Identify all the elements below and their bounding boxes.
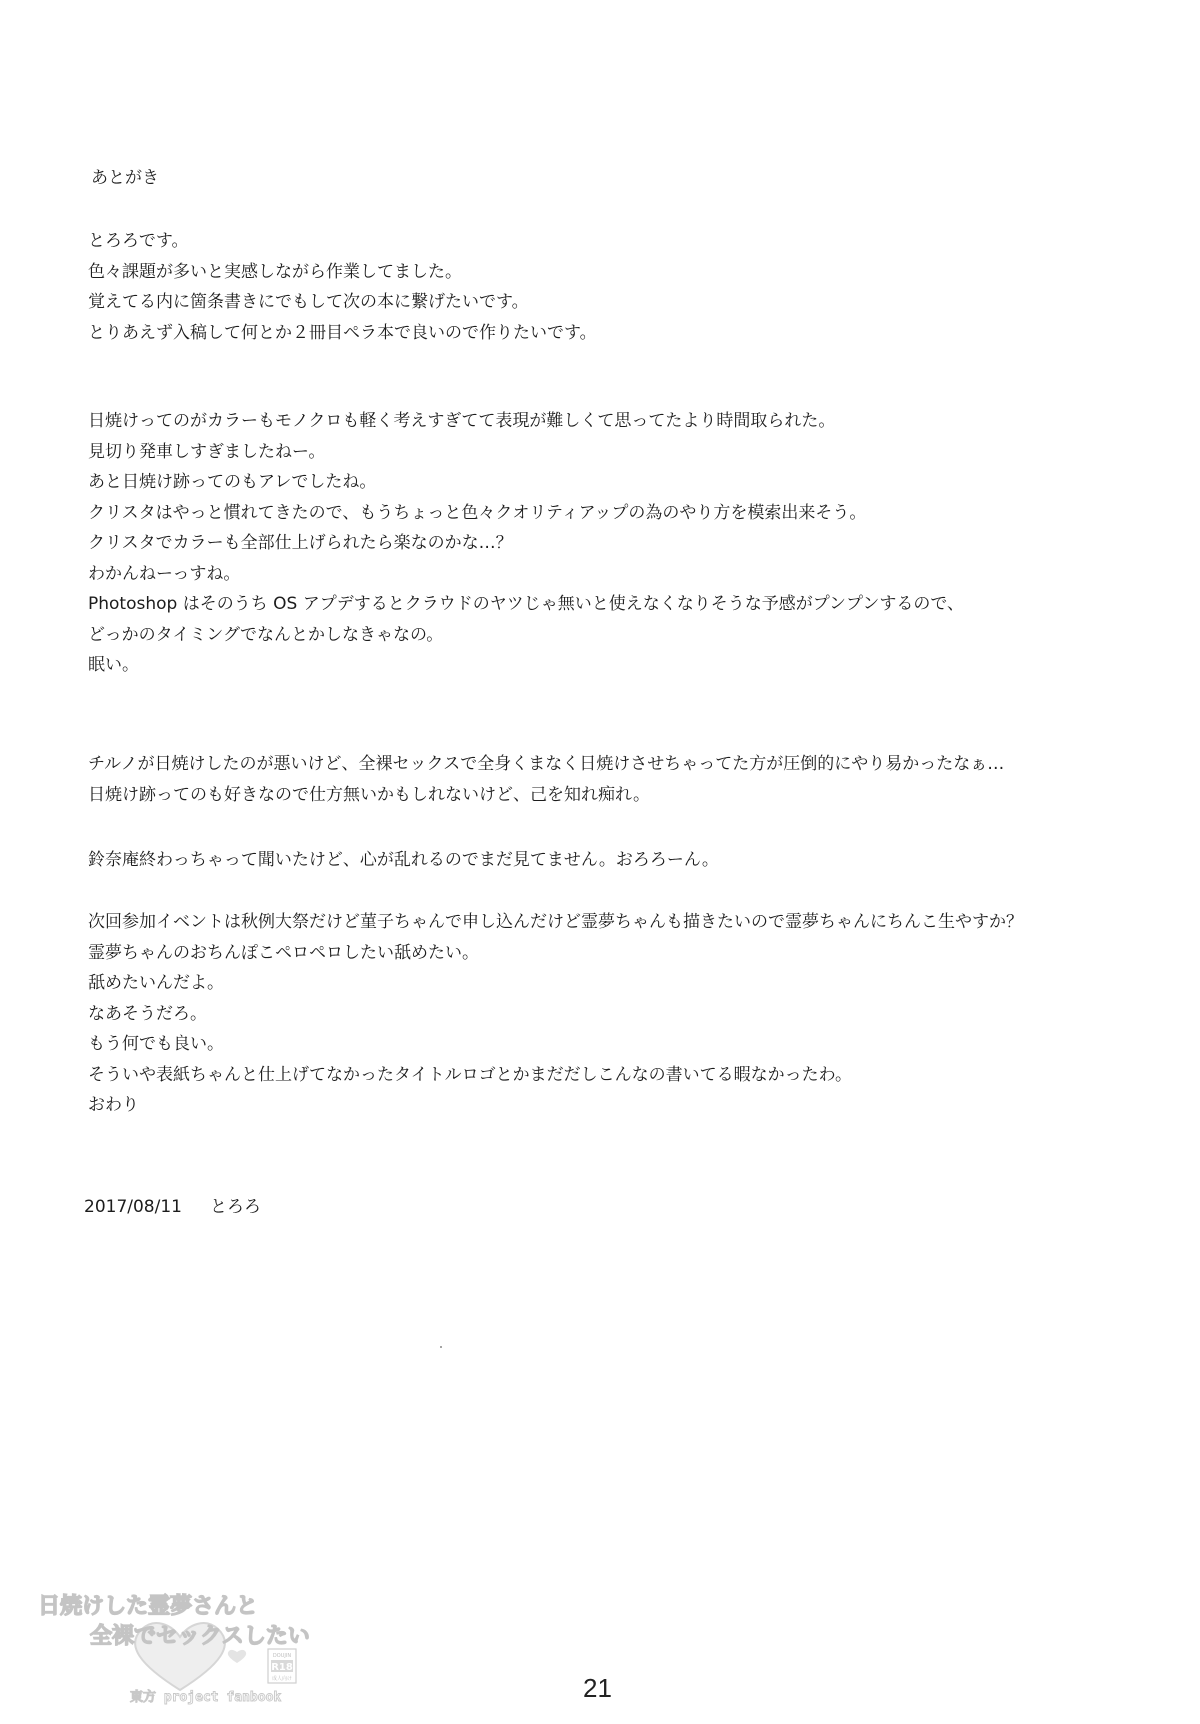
date: 2017/08/11 bbox=[84, 1197, 182, 1217]
text-line: 鈴奈庵終わっちゃって聞いたけど、心が乱れるのでまだ見てません。おろろーん。 bbox=[88, 850, 719, 870]
text-line: なあそうだろ。 bbox=[88, 1003, 207, 1024]
small-heart-icon bbox=[228, 1650, 246, 1663]
text-line: クリスタはやっと慣れてきたので、もうちょっと色々クオリティアップの為のやり方を模索出来そう。 bbox=[88, 502, 867, 523]
logo-subtitle: 東方 project fanbook bbox=[130, 1690, 282, 1705]
text-line: 覚えてる内に箇条書きにでもして次の本に繋げたいです。 bbox=[88, 292, 529, 312]
text-line: チルノが日焼けしたのが悪いけど、全裸セックスで全身くまなく日焼けさせちゃってた方が圧倒的にやり易かったなぁ… bbox=[88, 754, 1005, 774]
badge-top-text: DOUJIN bbox=[272, 1653, 292, 1659]
text-line: Photoshop はそのうち OS アプデするとクラウドのヤツじゃ無いと使えなくなりそうな予感がプンプンするので、 bbox=[88, 594, 964, 614]
paragraph bbox=[88, 406, 964, 681]
text-line: 眠い。 bbox=[88, 655, 139, 675]
text-line: もう何でも良い。 bbox=[88, 1034, 224, 1054]
author-name: とろろ bbox=[209, 1197, 261, 1217]
text-line: 見切り発車しすぎましたねー。 bbox=[88, 441, 326, 462]
text-line: 次回参加イベントは秋例大祭だけど菫子ちゃんで申し込んだけど霊夢ちゃんも描きたいので霊夢ちゃんにちんこ生やすか？ bbox=[88, 912, 1023, 932]
text-line: 霊夢ちゃんのおちんぽこペロペロしたい舐めたい。 bbox=[88, 942, 479, 963]
paragraph bbox=[88, 907, 1023, 1121]
badge-main-text: R18 bbox=[271, 1662, 293, 1673]
text-line: わかんねーっすね。 bbox=[88, 563, 241, 584]
paragraph bbox=[88, 749, 1004, 810]
paragraph bbox=[88, 226, 597, 348]
scan-speck bbox=[440, 1346, 442, 1348]
text-line: あと日焼け跡ってのもアレでしたね。 bbox=[88, 472, 377, 492]
book-title-logo bbox=[30, 1585, 330, 1705]
signature-line bbox=[84, 1195, 261, 1219]
text-line: 日焼けってのがカラーもモノクロも軽く考えすぎてて表現が難しくて思ってたより時間取られた。 bbox=[88, 411, 836, 431]
text-line: とろろです。 bbox=[88, 231, 189, 251]
text-line: 舐めたいんだよ。 bbox=[88, 973, 224, 993]
text-line: そういや表紙ちゃんと仕上げてなかったタイトルロゴとかまだだしこんなの書いてる暇なかったわ。 bbox=[88, 1064, 852, 1085]
text-line: どっかのタイミングでなんとかしなきゃなの。 bbox=[88, 624, 444, 645]
text-line: クリスタでカラーも全部仕上げられたら楽なのかな…？ bbox=[88, 533, 513, 553]
text-line: とりあえず入稿して何とか２冊目ペラ本で良いので作りたいです。 bbox=[88, 322, 597, 343]
afterword-heading: あとがき bbox=[91, 168, 159, 188]
page-number: 21 bbox=[583, 1673, 612, 1703]
text-line: おわり bbox=[88, 1095, 139, 1115]
logo-title-line1: 日焼けした霊夢さんと bbox=[38, 1594, 259, 1619]
paragraph bbox=[88, 845, 719, 876]
badge-bottom-text: 成人向け bbox=[271, 1676, 293, 1682]
text-line: 日焼け跡ってのも好きなので仕方無いかもしれないけど、己を知れ痴れ。 bbox=[88, 784, 651, 805]
logo-title-line2: 全裸でセックスしたい bbox=[90, 1624, 310, 1649]
text-line: 色々課題が多いと実感しながら作業してました。 bbox=[88, 261, 462, 282]
